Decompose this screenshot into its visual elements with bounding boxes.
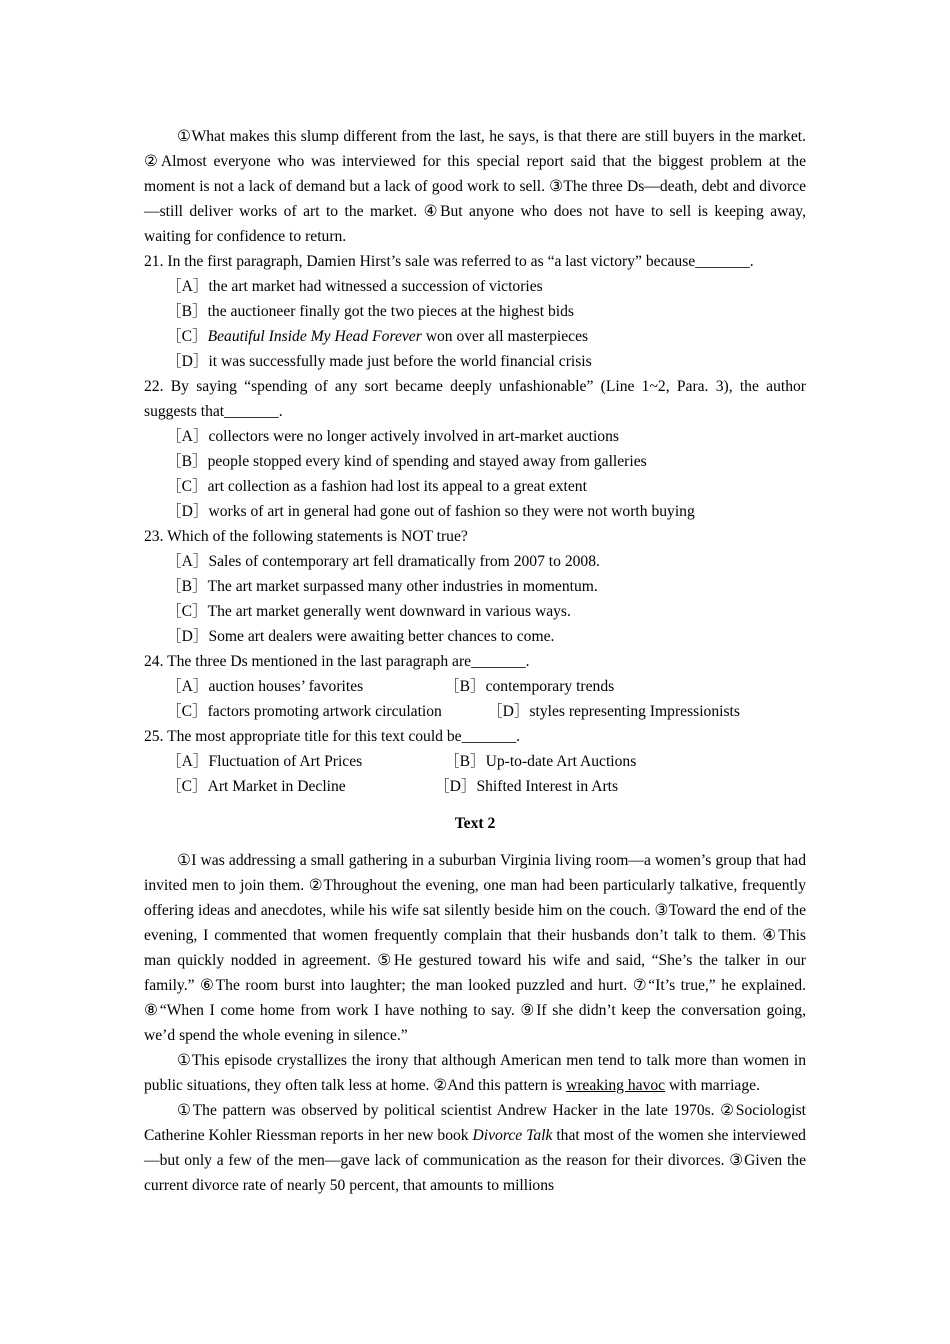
question-22-option-b[interactable]: ［B］people stopped every kind of spending and stayed away from galleries <box>166 453 647 470</box>
question-25-option-c[interactable]: ［C］Art Market in Decline <box>166 778 346 795</box>
question-22-option-d[interactable]: ［D］works of art in general had gone out of fashion so they were not worth buying <box>166 503 695 520</box>
option-text: won over all masterpieces <box>421 328 589 345</box>
question-21-option-b[interactable]: ［B］the auctioneer finally got the two pieces at the highest bids <box>166 303 574 320</box>
question-21-option-a[interactable]: ［A］the art market had witnessed a succession of victories <box>166 278 543 295</box>
question-21-option-d[interactable]: ［D］it was successfully made just before the world financial crisis <box>166 353 592 370</box>
section-title: Text 2 <box>454 815 496 832</box>
sentence: ③The three Ds—death, debt and divorce—still deliver works of art to the market. <box>144 178 807 220</box>
question-24-options-row-2 <box>144 699 806 724</box>
paragraph-text: ①The pattern was observed by political scientist Andrew Hacker in the late 1970s. ②Sociologist Catherine Kohler Riessman reports in her new book <box>144 1102 806 1144</box>
sentence: ①What makes this slump different from the last, he says, is that there are still buyers in the market. <box>177 128 806 145</box>
underlined-phrase: wreaking havoc <box>565 1077 666 1094</box>
book-title: Divorce Talk <box>472 1127 553 1144</box>
sentence: ②Almost everyone who was interviewed for this special report said that the biggest problem at the moment is not a lack of demand but a lack of good work to sell. <box>144 153 806 195</box>
paragraph-text: that most of the women she interviewed—but only a few of the men—gave lack of communication as the reason for their divorces. ③Given the current divorce rate of nearly 50 percent, that amounts to millions <box>144 1127 806 1194</box>
question-21-option-c[interactable] <box>144 324 806 349</box>
question-22-stem-text: 22. By saying “spending of any sort became deeply unfashionable” (Line 1~2, Para. 3), the author suggests that_______. <box>144 378 806 420</box>
question-25-options-row-2 <box>144 774 806 799</box>
text2-paragraph-1 <box>144 848 806 1048</box>
question-25-option-a[interactable]: ［A］Fluctuation of Art Prices <box>166 753 363 770</box>
question-25-stem: 25. The most appropriate title for this text could be_______. <box>144 728 521 745</box>
option-letter: ［C］ <box>166 328 208 345</box>
question-22-stem <box>144 374 806 424</box>
exam-page <box>144 124 806 1198</box>
question-23-option-a[interactable]: ［A］Sales of contemporary art fell dramatically from 2007 to 2008. <box>166 553 600 570</box>
paragraph-text: ①I was addressing a small gathering in a suburban Virginia living room—a women’s group that had invited men to join them. ②Throughout the evening, one man had been particularly talkative, frequently offering ideas and anecdotes, while his wife sat silently beside him on the couch. ③Toward the end of the evening, I commented that women frequently complain that their husbands don’t talk to them. ④This man quickly nodded in agreement. ⑤He gestured toward his wife and said, “She’s the talker in our family.” ⑥The room burst into laughter; the man looked puzzled and hurt. ⑦“It’s true,” he explained. ⑧“When I come home from work I have nothing to say. ⑨If she didn’t keep the conversation going, we’d spend the whole evening in silence.” <box>144 852 806 1044</box>
question-24-option-d[interactable]: ［D］styles representing Impressionists <box>487 703 740 720</box>
question-23-option-c[interactable]: ［C］The art market generally went downward in various ways. <box>166 603 571 620</box>
question-24-options-row-1 <box>144 674 806 699</box>
question-22-option-c[interactable]: ［C］art collection as a fashion had lost its appeal to a great extent <box>166 478 587 495</box>
question-25-option-d[interactable]: ［D］Shifted Interest in Arts <box>434 778 619 795</box>
question-25-option-b[interactable]: ［B］Up-to-date Art Auctions <box>444 753 637 770</box>
paragraph-text: ①This episode crystallizes the irony that although American men tend to talk more than women in public situations, they often talk less at home. ②And this pattern is <box>144 1052 806 1094</box>
text2-paragraph-3 <box>144 1098 806 1198</box>
question-24-option-b[interactable]: ［B］contemporary trends <box>444 678 615 695</box>
sentence: ④But anyone who does not have to sell is keeping away, waiting for confidence to return. <box>144 203 806 245</box>
text2-paragraph-2 <box>144 1048 806 1098</box>
question-24-stem: 24. The three Ds mentioned in the last paragraph are_______. <box>144 653 530 670</box>
artwork-title: Beautiful Inside My Head Forever <box>207 328 422 345</box>
question-25-options-row-1 <box>144 749 806 774</box>
question-24-option-c[interactable]: ［C］factors promoting artwork circulation <box>166 703 442 720</box>
question-23-stem: 23. Which of the following statements is NOT true? <box>144 528 468 545</box>
text1-closing-paragraph <box>144 124 806 249</box>
question-23-option-b[interactable]: ［B］The art market surpassed many other industries in momentum. <box>166 578 598 595</box>
question-24-option-a[interactable]: ［A］auction houses’ favorites <box>166 678 364 695</box>
question-22-option-a[interactable]: ［A］collectors were no longer actively involved in art-market auctions <box>166 428 619 445</box>
question-21-stem: 21. In the first paragraph, Damien Hirst’s sale was referred to as “a last victory” because_______. <box>144 253 754 270</box>
question-23-option-d[interactable]: ［D］Some art dealers were awaiting better chances to come. <box>166 628 555 645</box>
paragraph-text: with marriage. <box>665 1077 760 1094</box>
